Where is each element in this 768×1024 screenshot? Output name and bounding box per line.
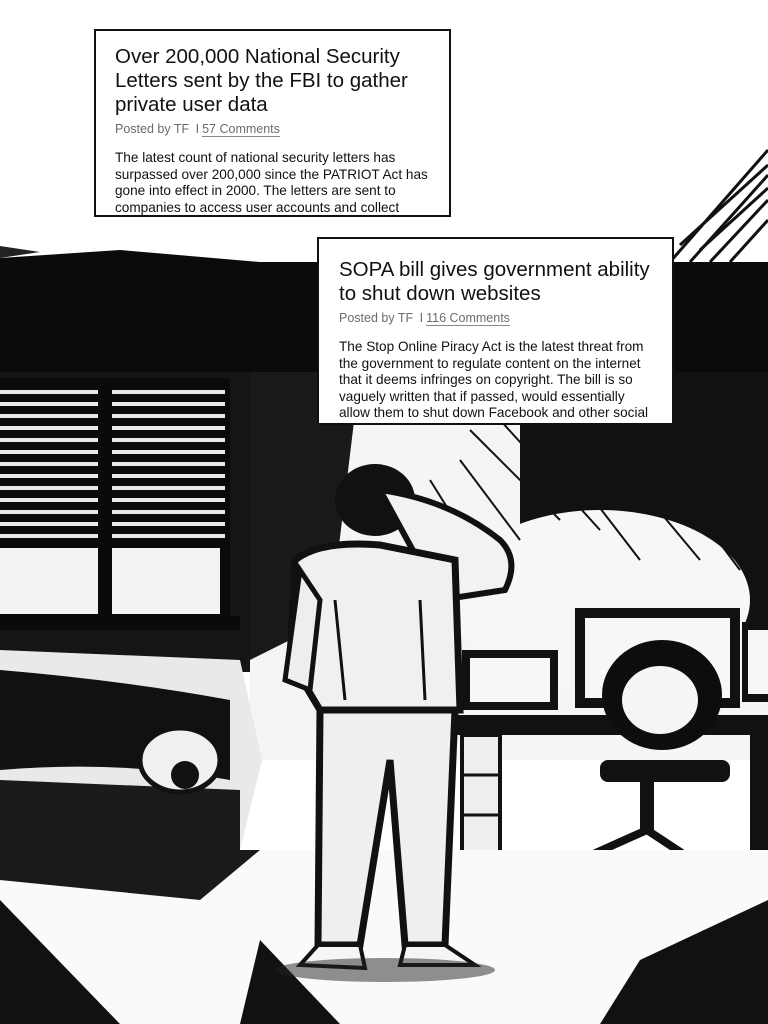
article-meta xyxy=(339,311,654,325)
news-article-sopa xyxy=(317,237,674,425)
article-excerpt: The latest count of national security letters has surpassed over 200,000 since the PATRIOT Act has gone into effect in 2000. The letters are sent to companies to access user accounts and collect xyxy=(115,150,428,215)
news-article-nsl xyxy=(94,29,451,217)
article-meta xyxy=(115,122,431,136)
author-name: TF xyxy=(397,311,414,325)
bed xyxy=(0,650,262,850)
article-excerpt: The Stop Online Piracy Act is the latest threat from the government to regulate content on the internet that it deems infringes on copyright. The bill is so vaguely written that if passed, would essentially allow them to shut down Facebook and other social xyxy=(339,339,649,420)
meta-separator: I xyxy=(195,122,200,136)
monitor-small xyxy=(462,650,558,710)
window-wall xyxy=(0,372,250,672)
comments-link[interactable]: 57 Comments xyxy=(202,122,280,136)
posted-by-label: Posted by xyxy=(339,311,395,325)
posted-by-label: Posted by xyxy=(115,122,171,136)
comments-link[interactable]: 116 Comments xyxy=(426,311,510,325)
article-title[interactable]: Over 200,000 National Security Letters sent by the FBI to gather private user data xyxy=(115,45,408,116)
figure-shadow xyxy=(275,958,495,982)
roof-hatching xyxy=(670,150,768,262)
meta-separator: I xyxy=(419,311,424,325)
article-title[interactable]: SOPA bill gives government ability to shut down websites xyxy=(339,258,650,305)
author-name: TF xyxy=(173,122,190,136)
floor xyxy=(0,850,768,1024)
